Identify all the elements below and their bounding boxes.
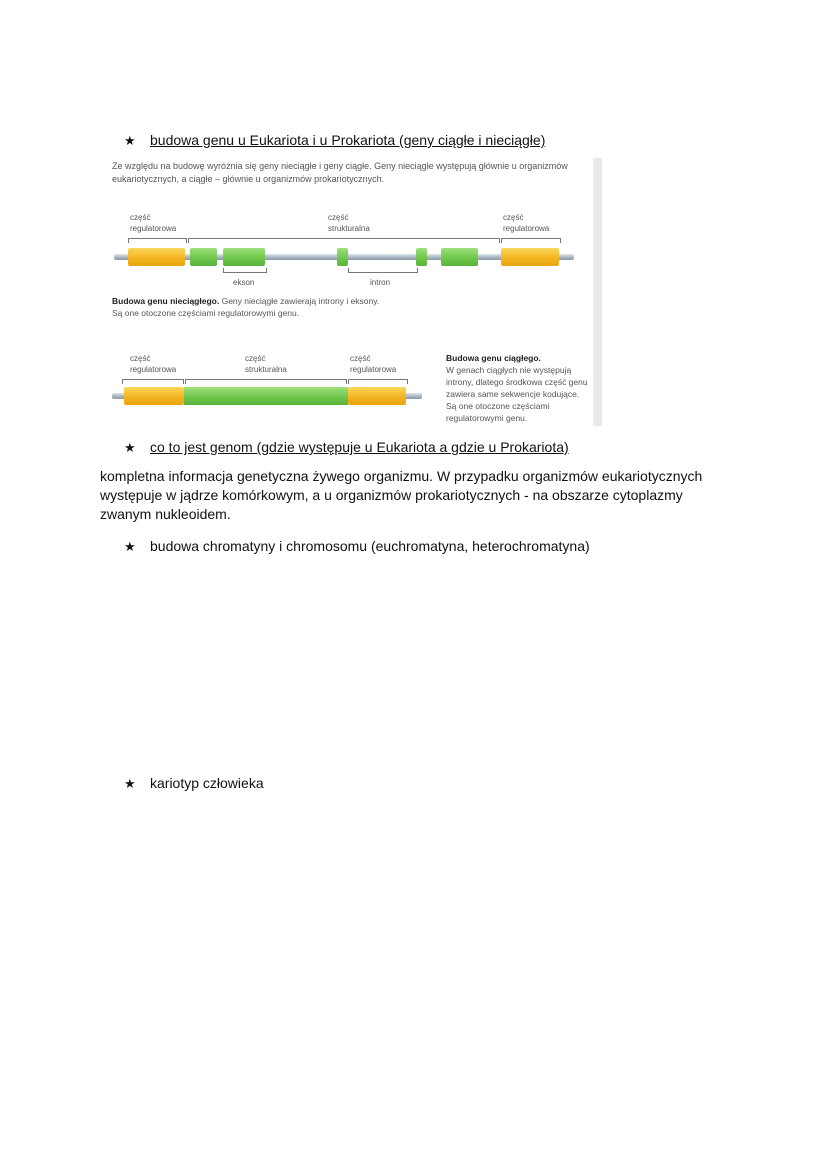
caption-continuous: Budowa genu ciągłego. W genach ciągłych nie występują introny, dlatego środkowa część genu zawiera same sekwencje kodujące. Są one otoczone częściami regulatorowymi genu. <box>446 353 588 423</box>
intron-label: intron <box>370 278 391 287</box>
label-regulatory-right: część regulatorowa <box>503 213 550 233</box>
bracket-regulatory-left <box>122 379 184 384</box>
section-title: budowa chromatyny i chromosomu (euchromatyna, heterochromatyna) <box>150 538 590 554</box>
section-heading-gene-structure <box>124 131 545 150</box>
bracket-exon <box>223 268 267 273</box>
bracket-regulatory-right <box>348 379 408 384</box>
bracket-structural <box>188 238 500 243</box>
exon-segment <box>223 248 265 266</box>
label-structural: część strukturalna <box>245 354 287 374</box>
label-regulatory-left: część regulatorowa <box>130 354 177 374</box>
bracket-regulatory-left <box>128 238 187 243</box>
genome-definition-paragraph: kompletna informacja genetyczna żywego organizmu. W przypadku organizmów eukariotycznych występuje w jądrze komórkowym, a u organizmów prokariotycznych - na obszarze cytoplazmy zwanym nukleoidem. <box>100 468 703 522</box>
star-icon: ★ <box>124 440 136 455</box>
gene-structure-figure <box>108 158 602 426</box>
section-title: budowa genu u Eukariota i u Prokariota (geny ciągłe i nieciągłe) <box>150 132 546 148</box>
regulatory-segment-right <box>501 248 559 266</box>
figure-intro-text: Ze względu na budowę wyróżnia się geny nieciągłe i geny ciągłe. Geny nieciągłe występują głównie u organizmów eukariotycznych, a ciągłe – głównie u organizmów prokariotycznych. <box>112 161 568 184</box>
section-heading-genome <box>124 438 569 457</box>
section-heading-karyotype <box>124 774 264 793</box>
section-title: co to jest genom (gdzie występuje u Eukariota a gdzie u Prokariota) <box>150 439 569 455</box>
label-regulatory-left: część regulatorowa <box>130 213 177 233</box>
regulatory-segment-right <box>348 387 406 405</box>
label-regulatory-right: część regulatorowa <box>350 354 397 374</box>
structural-coding-segment <box>184 387 348 405</box>
label-structural: część strukturalna <box>328 213 370 233</box>
exon-segment <box>190 248 217 266</box>
bracket-structural <box>185 379 347 384</box>
exon-label: ekson <box>233 278 255 287</box>
section-heading-chromatin <box>124 537 590 556</box>
exon-segment <box>416 248 427 266</box>
star-icon: ★ <box>124 133 136 148</box>
exon-segment <box>337 248 348 266</box>
caption-discontinuous: Budowa genu nieciągłego. Geny nieciągłe zawierają introny i eksony. Są one otoczone częściami regulatorowymi genu. <box>112 296 380 318</box>
regulatory-segment-left <box>124 387 184 405</box>
regulatory-segment-left <box>128 248 185 266</box>
bracket-regulatory-right <box>501 238 561 243</box>
section-title: kariotyp człowieka <box>150 775 264 791</box>
star-icon: ★ <box>124 776 136 791</box>
bracket-intron <box>348 268 418 273</box>
star-icon: ★ <box>124 539 136 554</box>
figure-edge <box>593 158 602 426</box>
exon-segment <box>441 248 478 266</box>
